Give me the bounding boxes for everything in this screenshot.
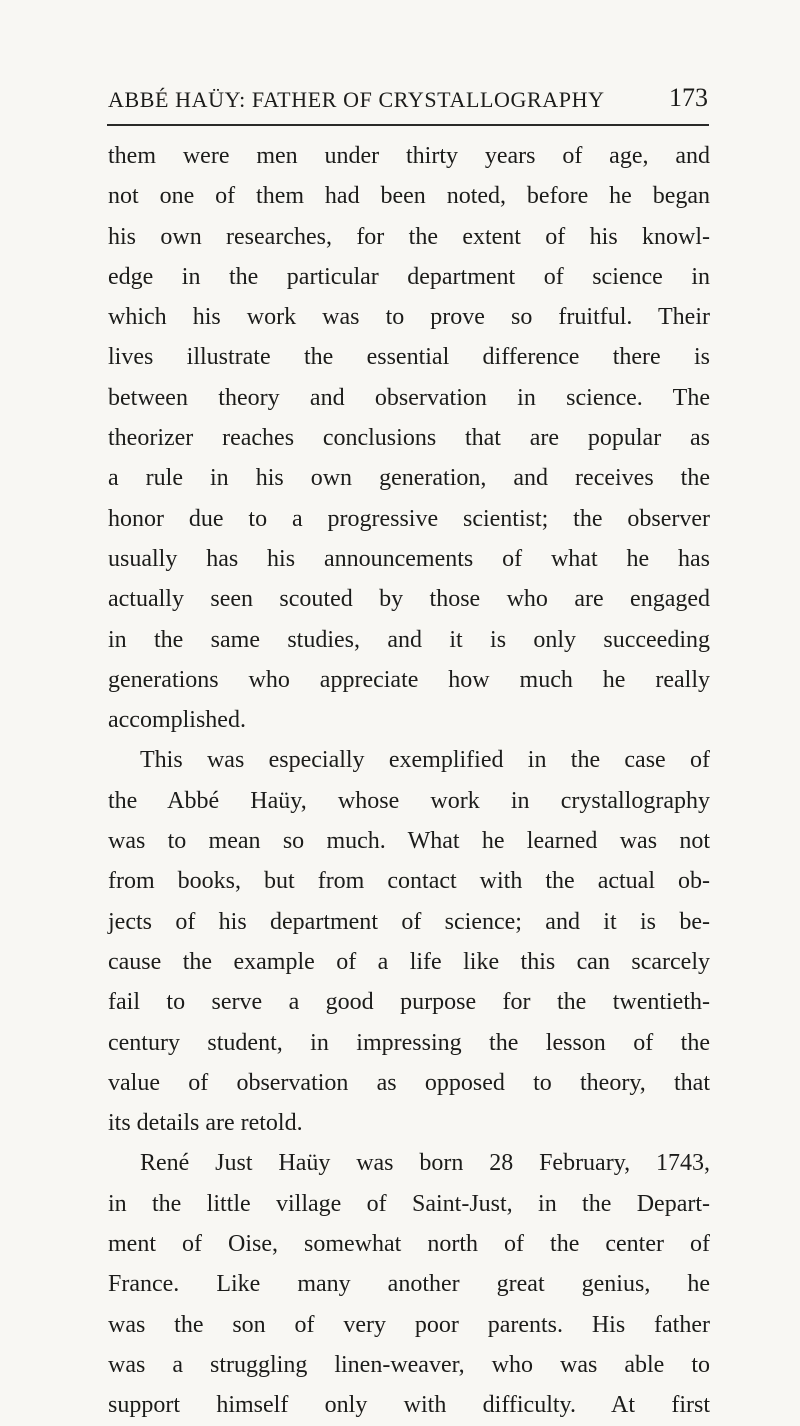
text-line: René Just Haüy was born 28 February, 1743, (140, 1150, 710, 1177)
text-line: from books, but from contact with the actual ob- (108, 868, 710, 895)
text-line: usually has his announcements of what he has (108, 545, 710, 572)
body-text (108, 136, 710, 1426)
text-line: in the same studies, and it is only succeeding (108, 626, 710, 653)
text-line: fail to serve a good purpose for the twentieth- (108, 989, 710, 1016)
text-line: value of observation as opposed to theory, that (108, 1069, 710, 1096)
text-line: his own researches, for the extent of his knowl- (108, 223, 710, 250)
text-line: its details are retold. (108, 1110, 303, 1137)
text-line: edge in the particular department of science in (108, 263, 710, 290)
text-line: was a struggling linen-weaver, who was able to (108, 1351, 710, 1378)
text-line: was to mean so much. What he learned was not (108, 828, 710, 855)
running-head (108, 82, 708, 118)
text-line: not one of them had been noted, before he began (108, 183, 710, 210)
running-title: ABBÉ HAÜY: FATHER OF CRYSTALLOGRAPHY (108, 87, 605, 112)
text-line: lives illustrate the essential difference there is (108, 344, 710, 371)
text-line: was the son of very poor parents. His father (108, 1311, 710, 1338)
text-line: theorizer reaches conclusions that are popular as (108, 425, 710, 452)
text-line: in the little village of Saint-Just, in the Depart- (108, 1190, 710, 1217)
page-number: 173 (669, 83, 708, 112)
text-line: ment of Oise, somewhat north of the center of (108, 1231, 710, 1258)
header-rule (107, 124, 709, 126)
text-line: them were men under thirty years of age, and (108, 143, 710, 169)
text-line: between theory and observation in science. The (108, 384, 710, 411)
text-line: actually seen scouted by those who are engaged (108, 586, 710, 613)
text-line: This was especially exemplified in the case of (140, 747, 710, 774)
text-line: a rule in his own generation, and receives the (108, 465, 710, 492)
text-line: honor due to a progressive scientist; the observer (108, 505, 710, 532)
text-line: jects of his department of science; and it is be- (108, 908, 710, 935)
text-line: the Abbé Haüy, whose work in crystallography (108, 787, 710, 814)
text-line: France. Like many another great genius, he (108, 1271, 710, 1298)
text-line: which his work was to prove so fruitful. Their (108, 304, 710, 331)
text-line: cause the example of a life like this can scarcely (108, 948, 710, 975)
text-line: century student, in impressing the lesson of the (108, 1029, 710, 1056)
text-line: support himself only with difficulty. At first (108, 1392, 710, 1419)
text-line: accomplished. (108, 707, 246, 734)
text-line: generations who appreciate how much he really (108, 666, 710, 693)
